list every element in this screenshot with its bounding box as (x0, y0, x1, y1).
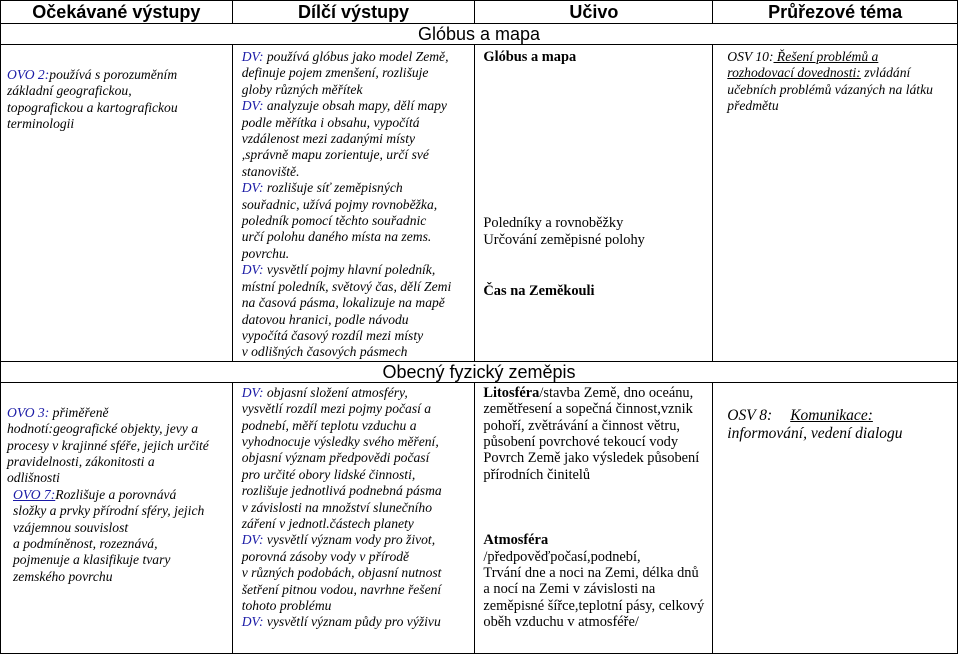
text-line: /předpověďpočasí,podnebí, (483, 548, 641, 565)
text-line: vysvětlí význam půdy pro výživu (263, 614, 441, 630)
text-line: složky a prvky přírodní sféry, jejich (13, 503, 205, 519)
cell-globe-expected (1, 45, 233, 362)
text-line: stanoviště. (241, 163, 300, 179)
header-partial-outcomes: Dílčí výstupy (232, 1, 475, 24)
text-line: vypočítá časový rozdíl mezi místy (241, 327, 424, 343)
ovo-code: OVO 2: (7, 67, 50, 82)
text-line: ,správně mapu zorientuje, určí své (241, 147, 429, 163)
text-line: globy různých měřítek (241, 81, 363, 97)
text-line: vysvětlí rozdíl mezi pojmy počasí a (241, 401, 432, 417)
header-curriculum: Učivo (475, 1, 713, 24)
text-line: záření v jednotl.částech planety (241, 515, 414, 531)
osv-code: OSV 8: (727, 406, 773, 424)
text-line: rozlišuje síť zeměpisných (263, 180, 403, 196)
osv-title: Komunikace: (790, 406, 873, 424)
cell-physical-expected (1, 382, 233, 653)
dv-label: DV: (241, 49, 264, 64)
text-line: objasní význam předpovědi počasí (241, 450, 430, 466)
text-line: Rozlišuje a porovnává (55, 486, 177, 502)
text-line: vzájemnou souvislost (13, 519, 129, 535)
text-line: působení povrchové tekoucí vody (483, 433, 679, 450)
osv-code: OSV 10: (727, 49, 774, 64)
ovo-code: OVO 3: (7, 404, 50, 420)
text-line: objasní složení atmosféry, (263, 384, 408, 400)
text-line: zemského povrchu (13, 568, 113, 584)
text-line: Trvání dne a noci na Zemi, délka dnů (483, 564, 699, 581)
text-line: šetření pitnou vodou, navrhne řešení (241, 581, 442, 597)
text-line: Povrch Země jako výsledek působení (483, 450, 700, 467)
text-line: odlišnosti (7, 470, 60, 486)
cell-globe-partial (232, 45, 475, 362)
text-line: analyzuje obsah mapy, dělí mapy (263, 98, 447, 114)
text-line: vyhodnocuje výsledky svého měření, (241, 433, 439, 449)
text-line: povrchu. (241, 245, 290, 261)
dv-label: DV: (241, 532, 264, 548)
text-line: porovná zásoby vody v přírodě (241, 548, 410, 564)
text-line: pohoří, zvětrávání a činnost větru, (483, 417, 681, 434)
text-line: místní poledník, světový čas, dělí Zemi (241, 278, 452, 294)
text-line: přírodních činitelů (483, 466, 591, 483)
text-line: na časová pásma, lokalizuje na mapě (241, 295, 445, 311)
dv-label: DV: (241, 614, 264, 630)
osv-title-cont: rozhodovací dovednosti: (727, 65, 861, 81)
text-line: určí polohu daného místa na zems. (241, 229, 432, 245)
curriculum-position: Určování zeměpisné polohy (483, 232, 645, 248)
header-cross-curricular-theme: Průřezové téma (713, 1, 958, 24)
header-row (1, 1, 958, 24)
text-line: pro určité obory lidské činnosti, (241, 466, 416, 482)
text-line: zvládání (860, 65, 911, 81)
text-line: zeměpisné šířce,teplotní pásy, celkový (483, 597, 705, 614)
cell-physical-curriculum (475, 382, 713, 653)
text-line: pojmenuje a klasifikuje tvary (13, 552, 171, 568)
section-row-physical (1, 361, 958, 382)
cell-globe-theme (713, 45, 958, 362)
text-line: topografickou a kartografickou (7, 99, 178, 115)
text-line: předmětu (727, 98, 779, 114)
ovo-code: OVO 7: (13, 486, 56, 502)
section-row-globe (1, 24, 958, 45)
text-line: oběh vzduchu v atmosféře/ (483, 614, 639, 631)
text-line: podle měřítka i obsahu, vypočítá (241, 114, 420, 130)
curriculum-time: Čas na Zeměkouli (483, 283, 595, 299)
curriculum-atmosphere: Atmosféra (483, 532, 549, 549)
cell-globe-curriculum (475, 45, 713, 362)
text-line: přiměřeně (49, 404, 109, 420)
dv-label: DV: (241, 98, 264, 114)
text-line: vysvětlí pojmy hlavní poledník, (263, 262, 436, 278)
text-line: rozlišuje jednotlivá podnebná pásma (241, 483, 442, 499)
text-line: v odlišných časových pásmech (241, 344, 408, 360)
text-line: vysvětlí význam vody pro život, (263, 532, 436, 548)
text-line: v různých podobách, objasní nutnost (241, 565, 442, 581)
text-line: datovou hranici, podle návodu (241, 311, 409, 327)
row-physical (1, 382, 958, 653)
text-line: učebních problémů vázaných na látku (727, 81, 933, 97)
text-line: tohoto problému (241, 598, 332, 613)
text-line: definuje pojem zmenšení, rozlišuje (241, 65, 429, 81)
dv-label: DV: (241, 384, 264, 400)
curriculum-lithosphere: Litosféra (483, 384, 540, 401)
text-line: zemětřesení a sopečná činnost,vznik (483, 401, 693, 418)
section-title-globe: Glóbus a mapa (1, 24, 958, 45)
text-line: informování, vedení dialogu (727, 424, 903, 442)
text-line: souřadnic, užívá pojmy rovnoběžka, (241, 196, 438, 212)
text-line: vzdálenost mezi zadanými místy (241, 131, 416, 147)
curriculum-globe-map: Glóbus a mapa (483, 49, 577, 65)
section-title-physical: Obecný fyzický zeměpis (1, 361, 958, 382)
text-line: /stavba Země, dno oceánu, (539, 384, 694, 401)
cell-physical-partial (232, 382, 475, 653)
text-line: a podmíněnost, rozeznává, (13, 535, 158, 551)
ovo-text: používá s porozuměním (49, 67, 178, 82)
cell-physical-theme (713, 382, 958, 653)
text-line: v závislosti na množství slunečního (241, 499, 433, 515)
text-line: používá glóbus jako model Země, (263, 49, 449, 64)
text-line: podnebí, měří teplotu vzduchu a (241, 417, 417, 433)
text-line: poledník pomocí těchto souřadnic (241, 213, 427, 229)
text-line: základní geografickou, (7, 83, 132, 99)
text-line: a nocí na Zemi v závislosti na (483, 581, 656, 598)
osv-title: Řešení problémů a (773, 49, 879, 64)
text-line: procesy v krajinné sféře, jejich určité (7, 437, 209, 453)
curriculum-meridians: Poledníky a rovnoběžky (483, 215, 624, 231)
text-line: hodnotí:geografické objekty, jevy a (7, 421, 198, 437)
row-globe (1, 45, 958, 362)
dv-label: DV: (241, 180, 264, 196)
text-line: pravidelnosti, zákonitosti a (7, 453, 155, 469)
header-expected-outcomes: Očekávané výstupy (1, 1, 233, 24)
text-line: terminologii (7, 116, 75, 132)
dv-label: DV: (241, 262, 264, 278)
